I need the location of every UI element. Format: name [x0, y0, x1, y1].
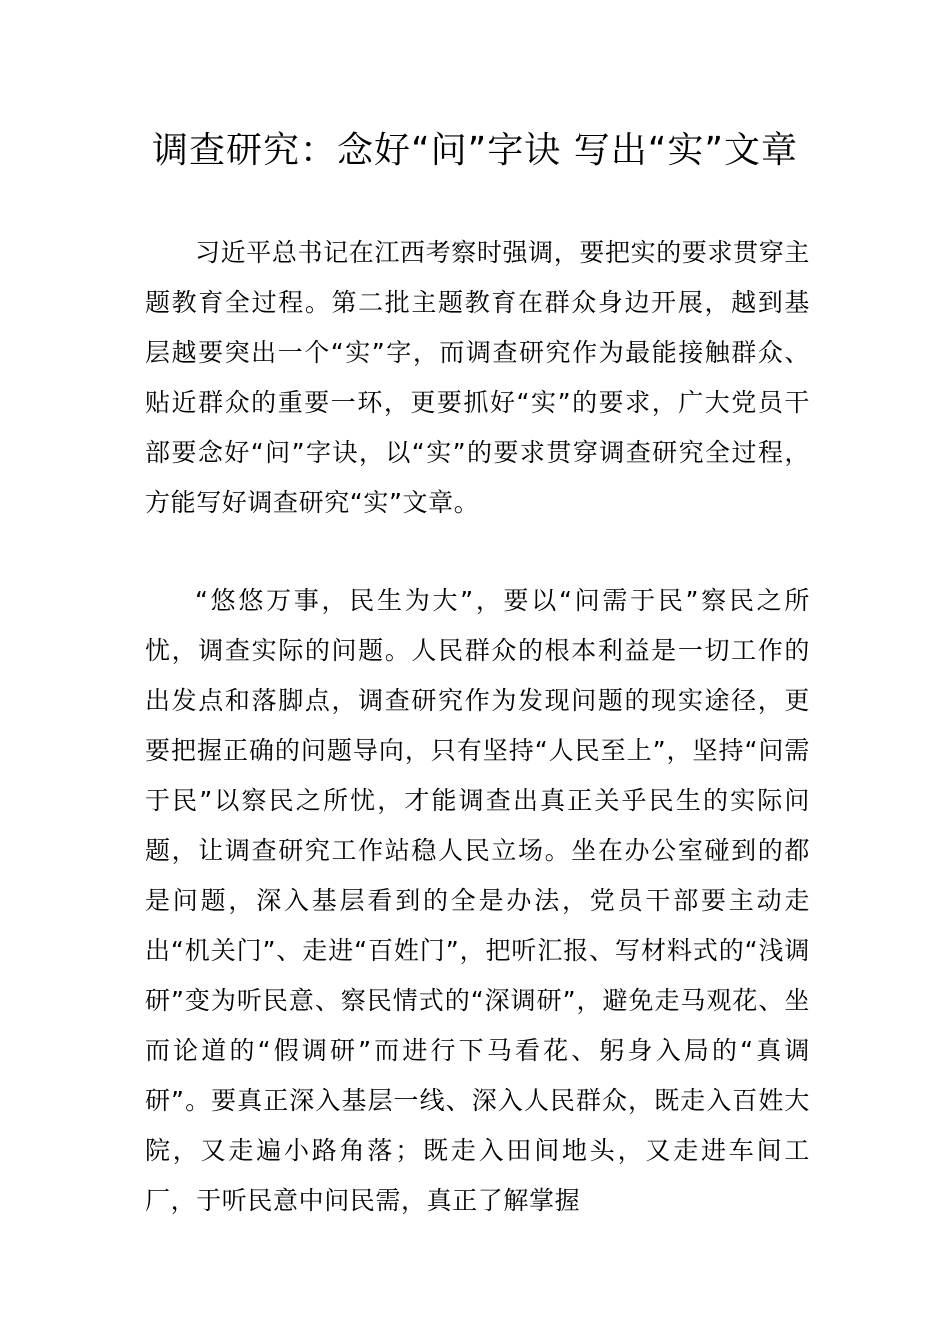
paragraph-livelihood: “悠悠万事，民生为大”，要以“问需于民”察民之所忧，调查实际的问题。人民群众的根本利益是一切工作的出发点和落脚点，调查研究作为发现问题的现实途径，更要把握正确的问题导向，只有坚持“人民至上”，坚持“问需于民”以察民之所忧，才能调查出真正关乎民生的实际问题，让调查研究工作站稳人民立场。坐在办公室碰到的都是问题，深入基层看到的全是办法，党员干部要主动走出“机关门”、走进“百姓门”，把听汇报、写材料式的“浅调研”变为听民意、察民情式的“深调研”，避免走马观花、坐而论道的“假调研”而进行下马看花、躬身入局的“真调研”。要真正深入基层一线、深入人民群众，既走入百姓大院，又走遍小路角落；既走入田间地头，又走进车间工厂，于听民意中问民需，真正了解掌握 [145, 586, 810, 1215]
document-title: 调查研究：念好“问”字诀 写出“实”文章 [151, 130, 799, 171]
paragraph-intro: 习近平总书记在江西考察时强调，要把实的要求贯穿主题教育全过程。第二批主题教育在群众身边开展，越到基层越要突出一个“实”字，而调查研究作为最能接触群众、贴近群众的重要一环，更要抓好“实”的要求，广大党员干部要念好“问”字诀，以“实”的要求贯穿调查研究全过程，方能写好调查研究“实”文章。 [145, 238, 810, 517]
